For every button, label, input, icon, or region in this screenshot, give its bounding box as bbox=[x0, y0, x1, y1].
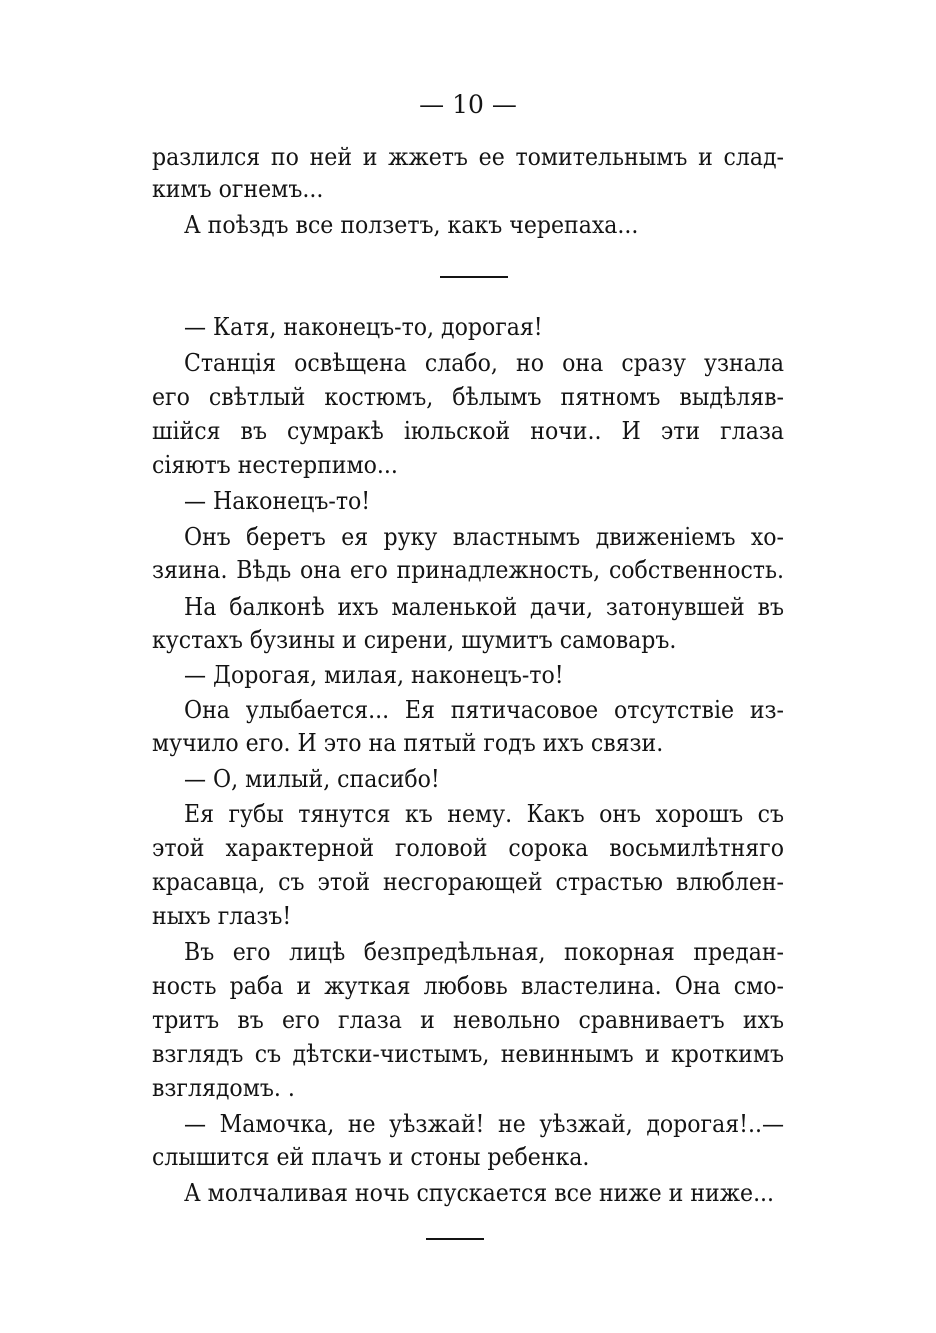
text-line: слышится ей плачъ и стоны ребенка. bbox=[152, 1142, 590, 1171]
text-line: — Наконецъ-то! bbox=[184, 486, 371, 515]
text-line: Станція освѣщена слабо, но она сразу узнала bbox=[184, 348, 784, 377]
text-line: сіяютъ нестерпимо... bbox=[152, 450, 398, 479]
text-line: А поѣздъ все ползетъ, какъ черепаха... bbox=[184, 210, 639, 239]
text-line: тритъ въ его глаза и невольно сравниваетъ ихъ bbox=[152, 1005, 784, 1034]
section-divider bbox=[440, 276, 508, 278]
text-line: шійся въ сумракѣ іюльской ночи.. И эти глаза bbox=[152, 416, 784, 445]
text-line: На балконѣ ихъ маленькой дачи, затонувшей въ bbox=[184, 592, 784, 621]
text-line: Онъ беретъ ея руку властнымъ движеніемъ хо- bbox=[184, 522, 784, 551]
text-line: кимъ огнемъ... bbox=[152, 174, 324, 203]
text-line: его свѣтлый костюмъ, бѣлымъ пятномъ выдѣляв- bbox=[152, 382, 784, 411]
text-line: зяина. Вѣдь она его принадлежность, собственность. bbox=[152, 555, 784, 584]
text-line: — Дорогая, милая, наконецъ-то! bbox=[184, 660, 564, 689]
text-line: Она улыбается... Ея пятичасовое отсутствіе из- bbox=[184, 695, 784, 724]
text-line: ность раба и жуткая любовь властелина. Она смо- bbox=[152, 971, 784, 1000]
text-line: Ея губы тянутся къ нему. Какъ онъ хорошъ съ bbox=[184, 799, 784, 828]
text-line: мучило его. И это на пятый годъ ихъ связи. bbox=[152, 728, 664, 757]
text-line: А молчаливая ночь спускается все ниже и ниже... bbox=[184, 1178, 775, 1207]
text-line: Въ его лицѣ безпредѣльная, покорная предан- bbox=[184, 937, 784, 966]
section-divider bbox=[426, 1238, 484, 1240]
text-line: этой характерной головой сорока восьмилѣтняго bbox=[152, 833, 784, 862]
text-line: красавца, съ этой несгорающей страстью влюблен- bbox=[152, 867, 784, 896]
text-line: взглядъ съ дѣтски-чистымъ, невиннымъ и кроткимъ bbox=[152, 1039, 784, 1068]
text-line: — Мамочка, не уѣзжай! не уѣзжай, дорогая!..— bbox=[184, 1109, 784, 1138]
text-line: разлился по ней и жжетъ ее томительнымъ и слад- bbox=[152, 142, 784, 171]
page-number: — 10 — bbox=[419, 90, 517, 119]
text-line: взглядомъ. . bbox=[152, 1073, 295, 1102]
text-line: кустахъ бузины и сирени, шумитъ самоваръ. bbox=[152, 625, 677, 654]
text-line: — О, милый, спасибо! bbox=[184, 764, 440, 793]
text-line: ныхъ глазъ! bbox=[152, 901, 292, 930]
text-line: — Катя, наконецъ-то, дорогая! bbox=[184, 312, 543, 341]
